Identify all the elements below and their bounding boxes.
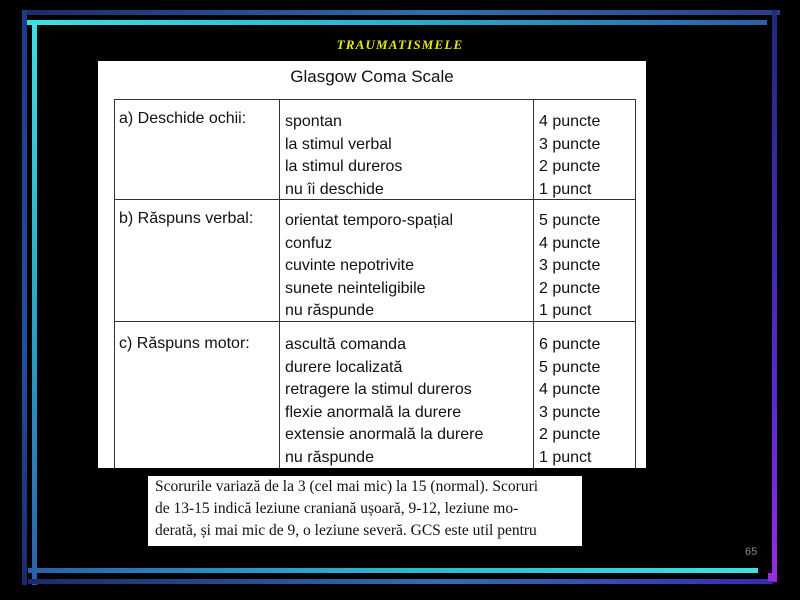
table-title: Glasgow Coma Scale: [290, 67, 454, 86]
response-item: orientat temporo-spațial: [285, 212, 454, 229]
response-item: spontan: [285, 113, 342, 130]
top-bar-cyan: [22, 20, 767, 25]
points-item: 4 puncte: [539, 234, 601, 252]
points-item: 1 punct: [539, 448, 592, 466]
top-bar-gradient: [22, 10, 780, 15]
points-item: 3 puncte: [539, 257, 601, 274]
response-item: nu îi deschide: [285, 180, 384, 198]
points-item: 4 puncte: [539, 113, 601, 130]
caption-line: Scorurile variază de la 3 (cel mai mic) la 15 (normal). Scoruri: [155, 478, 539, 495]
points-item: 2 puncte: [539, 279, 601, 297]
response-item: durere localizată: [285, 358, 403, 376]
page-number: 65: [745, 546, 758, 558]
slide-title: TRAUMATISMELE: [336, 37, 464, 52]
response-list: [285, 334, 483, 468]
category-label: a) Deschide ochii:: [119, 110, 247, 127]
left-bar-cyan: [32, 20, 37, 585]
points-item: 5 puncte: [539, 212, 601, 229]
glasgow-table: [98, 61, 646, 468]
points-list: [539, 111, 600, 201]
caption-line: de 13-15 indică leziune craniană ușoară, 9-12, leziune mo-: [155, 500, 519, 517]
response-item: nu răspunde: [285, 448, 374, 466]
response-item: flexie anormală la durere: [285, 403, 462, 421]
points-item: 1 punct: [539, 180, 592, 198]
points-item: 4 puncte: [539, 381, 601, 398]
table-row-motor: [115, 322, 635, 468]
left-bar-blue: [22, 10, 27, 585]
points-item: 2 puncte: [539, 426, 601, 443]
points-list: [539, 334, 600, 468]
response-list: [285, 210, 453, 323]
category-label: c) Răspuns motor:: [119, 335, 250, 352]
table-row-eyes: [115, 100, 635, 200]
right-bar-purple: [772, 10, 777, 582]
bottom-bar-cyan: [28, 568, 758, 573]
points-item: 3 puncte: [539, 135, 601, 153]
response-item: retragere la stimul dureros: [285, 381, 472, 398]
response-item: confuz: [285, 234, 333, 252]
points-item: 2 puncte: [539, 158, 601, 175]
response-item: sunete neinteligibile: [285, 279, 426, 297]
response-item: nu răspunde: [285, 302, 374, 319]
corner-square: [768, 573, 776, 581]
points-list: [539, 210, 600, 323]
points-item: 5 puncte: [539, 358, 601, 376]
category-label: b) Răspuns verbal:: [119, 210, 254, 227]
response-item: extensie anormală la durere: [285, 426, 484, 443]
points-item: 1 punct: [539, 302, 592, 319]
caption-line: derată, și mai mic de 9, o leziune severă. GCS este util pentru: [155, 522, 537, 539]
response-item: cuvinte nepotrivite: [285, 257, 414, 274]
caption-box: [148, 476, 582, 546]
response-item: la stimul verbal: [285, 135, 392, 153]
table-row-verbal: [115, 200, 635, 322]
points-item: 6 puncte: [539, 336, 601, 353]
response-item: ascultă comanda: [285, 336, 406, 353]
bottom-bar-blue: [28, 579, 773, 584]
points-item: 3 puncte: [539, 403, 601, 421]
table-grid: [114, 99, 636, 468]
response-list: [285, 111, 402, 201]
response-item: la stimul dureros: [285, 158, 403, 175]
